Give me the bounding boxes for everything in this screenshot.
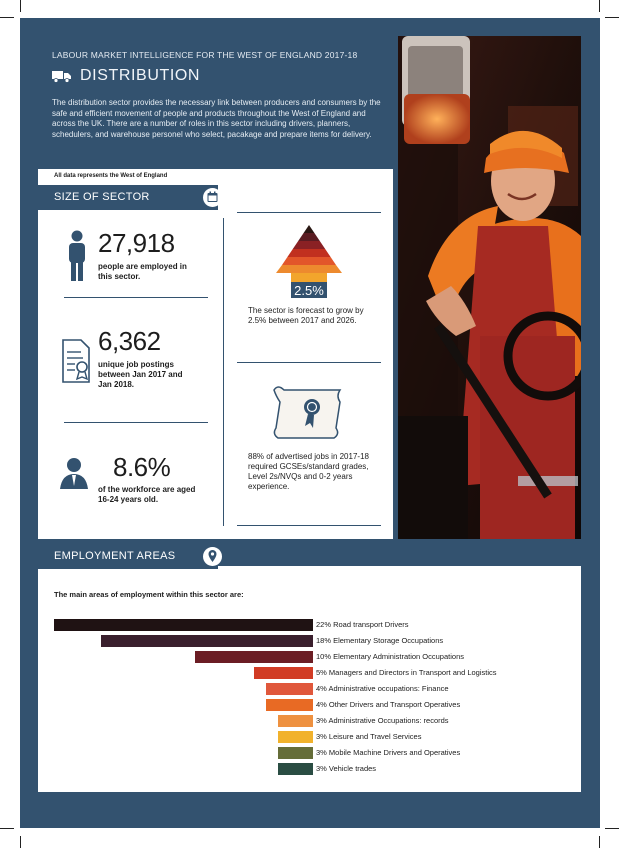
- bar-7: [278, 715, 313, 727]
- bar-4: [254, 667, 313, 679]
- crop-mark: [599, 0, 600, 12]
- young-workforce-value: 8.6%: [113, 452, 171, 482]
- bar-8: [278, 731, 313, 743]
- qualifications-text: 88% of advertised jobs in 2017-18 required GCSEs/standard grades, Level 2s/NVQs and 0-2 years experience.: [248, 452, 369, 491]
- divider: [237, 362, 381, 363]
- page-title: DISTRIBUTION: [80, 67, 201, 84]
- bar-label-8: 3% Leisure and Travel Services: [316, 732, 422, 741]
- data-note: All data represents the West of England: [54, 173, 168, 179]
- person-icon: [66, 230, 88, 282]
- crop-mark: [20, 0, 21, 12]
- young-workforce-text: of the workforce are aged 16-24 years old.: [98, 485, 196, 504]
- bar-label-2: 18% Elementary Storage Occupations: [316, 636, 444, 645]
- bar-label-1: 22% Road transport Drivers: [316, 620, 409, 629]
- employment-intro: The main areas of employment within this sector are:: [54, 590, 244, 599]
- crop-mark: [0, 828, 14, 829]
- crop-mark: [605, 17, 619, 18]
- size-of-sector-band: [38, 185, 218, 210]
- postings-value: 6,362: [98, 326, 161, 356]
- bar-label-3: 10% Elementary Administration Occupations: [316, 652, 464, 661]
- bar-label-5: 4% Administrative occupations: Finance: [316, 684, 449, 693]
- size-of-sector-heading: SIZE OF SECTOR: [54, 191, 150, 203]
- divider: [237, 525, 381, 526]
- crop-mark: [20, 836, 21, 848]
- crop-mark: [0, 17, 14, 18]
- growth-text: The sector is forecast to grow by 2.5% between 2017 and 2026.: [248, 306, 364, 325]
- bar-label-10: 3% Vehicle trades: [316, 764, 377, 773]
- crop-mark: [605, 828, 619, 829]
- employment-areas-band: [38, 544, 218, 569]
- bar-10: [278, 763, 313, 775]
- calendar-badge-icon: [203, 188, 222, 207]
- location-pin-badge-icon: [203, 547, 222, 566]
- report-supertitle: LABOUR MARKET INTELLIGENCE FOR THE WEST OF ENGLAND 2017-18: [52, 50, 358, 60]
- postings-text: unique job postings between Jan 2017 and Jan 2018.: [98, 360, 183, 389]
- column-divider: [223, 218, 224, 526]
- employment-areas-heading: EMPLOYMENT AREAS: [54, 550, 176, 562]
- intro-panel: [38, 36, 393, 169]
- certificate-scroll-icon: [266, 380, 346, 440]
- job-posting-document-icon: [61, 338, 91, 384]
- employed-value: 27,918: [98, 228, 175, 258]
- young-worker-icon: [57, 456, 91, 490]
- bar-5: [266, 683, 313, 695]
- divider: [64, 297, 208, 298]
- bar-label-4: 5% Managers and Directors in Transport and Logistics: [316, 668, 497, 677]
- forklift-driver-photo: [398, 36, 581, 539]
- delivery-truck-icon: [52, 70, 72, 83]
- bar-6: [266, 699, 313, 711]
- bar-9: [278, 747, 313, 759]
- divider: [237, 212, 381, 213]
- bar-1: [54, 619, 313, 631]
- employed-text: people are employed in this sector.: [98, 262, 187, 281]
- intro-paragraph: The distribution sector provides the necessary link between producers and consumers by the safe and efficient movement of people and products throughout the West of England and across the UK. There are a number of roles in this sector including drivers, planners, schedulers, and warehouse personel who select, pacakage and prepare items for delivery.: [52, 98, 381, 139]
- crop-mark: [599, 836, 600, 848]
- bar-label-9: 3% Mobile Machine Drivers and Operatives: [316, 748, 461, 757]
- bar-label-7: 3% Administrative Occupations: records: [316, 716, 449, 725]
- divider: [64, 422, 208, 423]
- bar-3: [195, 651, 313, 663]
- bar-label-6: 4% Other Drivers and Transport Operatives: [316, 700, 461, 709]
- title-row: [52, 67, 200, 85]
- bar-2: [101, 635, 313, 647]
- growth-value: 2.5%: [294, 283, 324, 298]
